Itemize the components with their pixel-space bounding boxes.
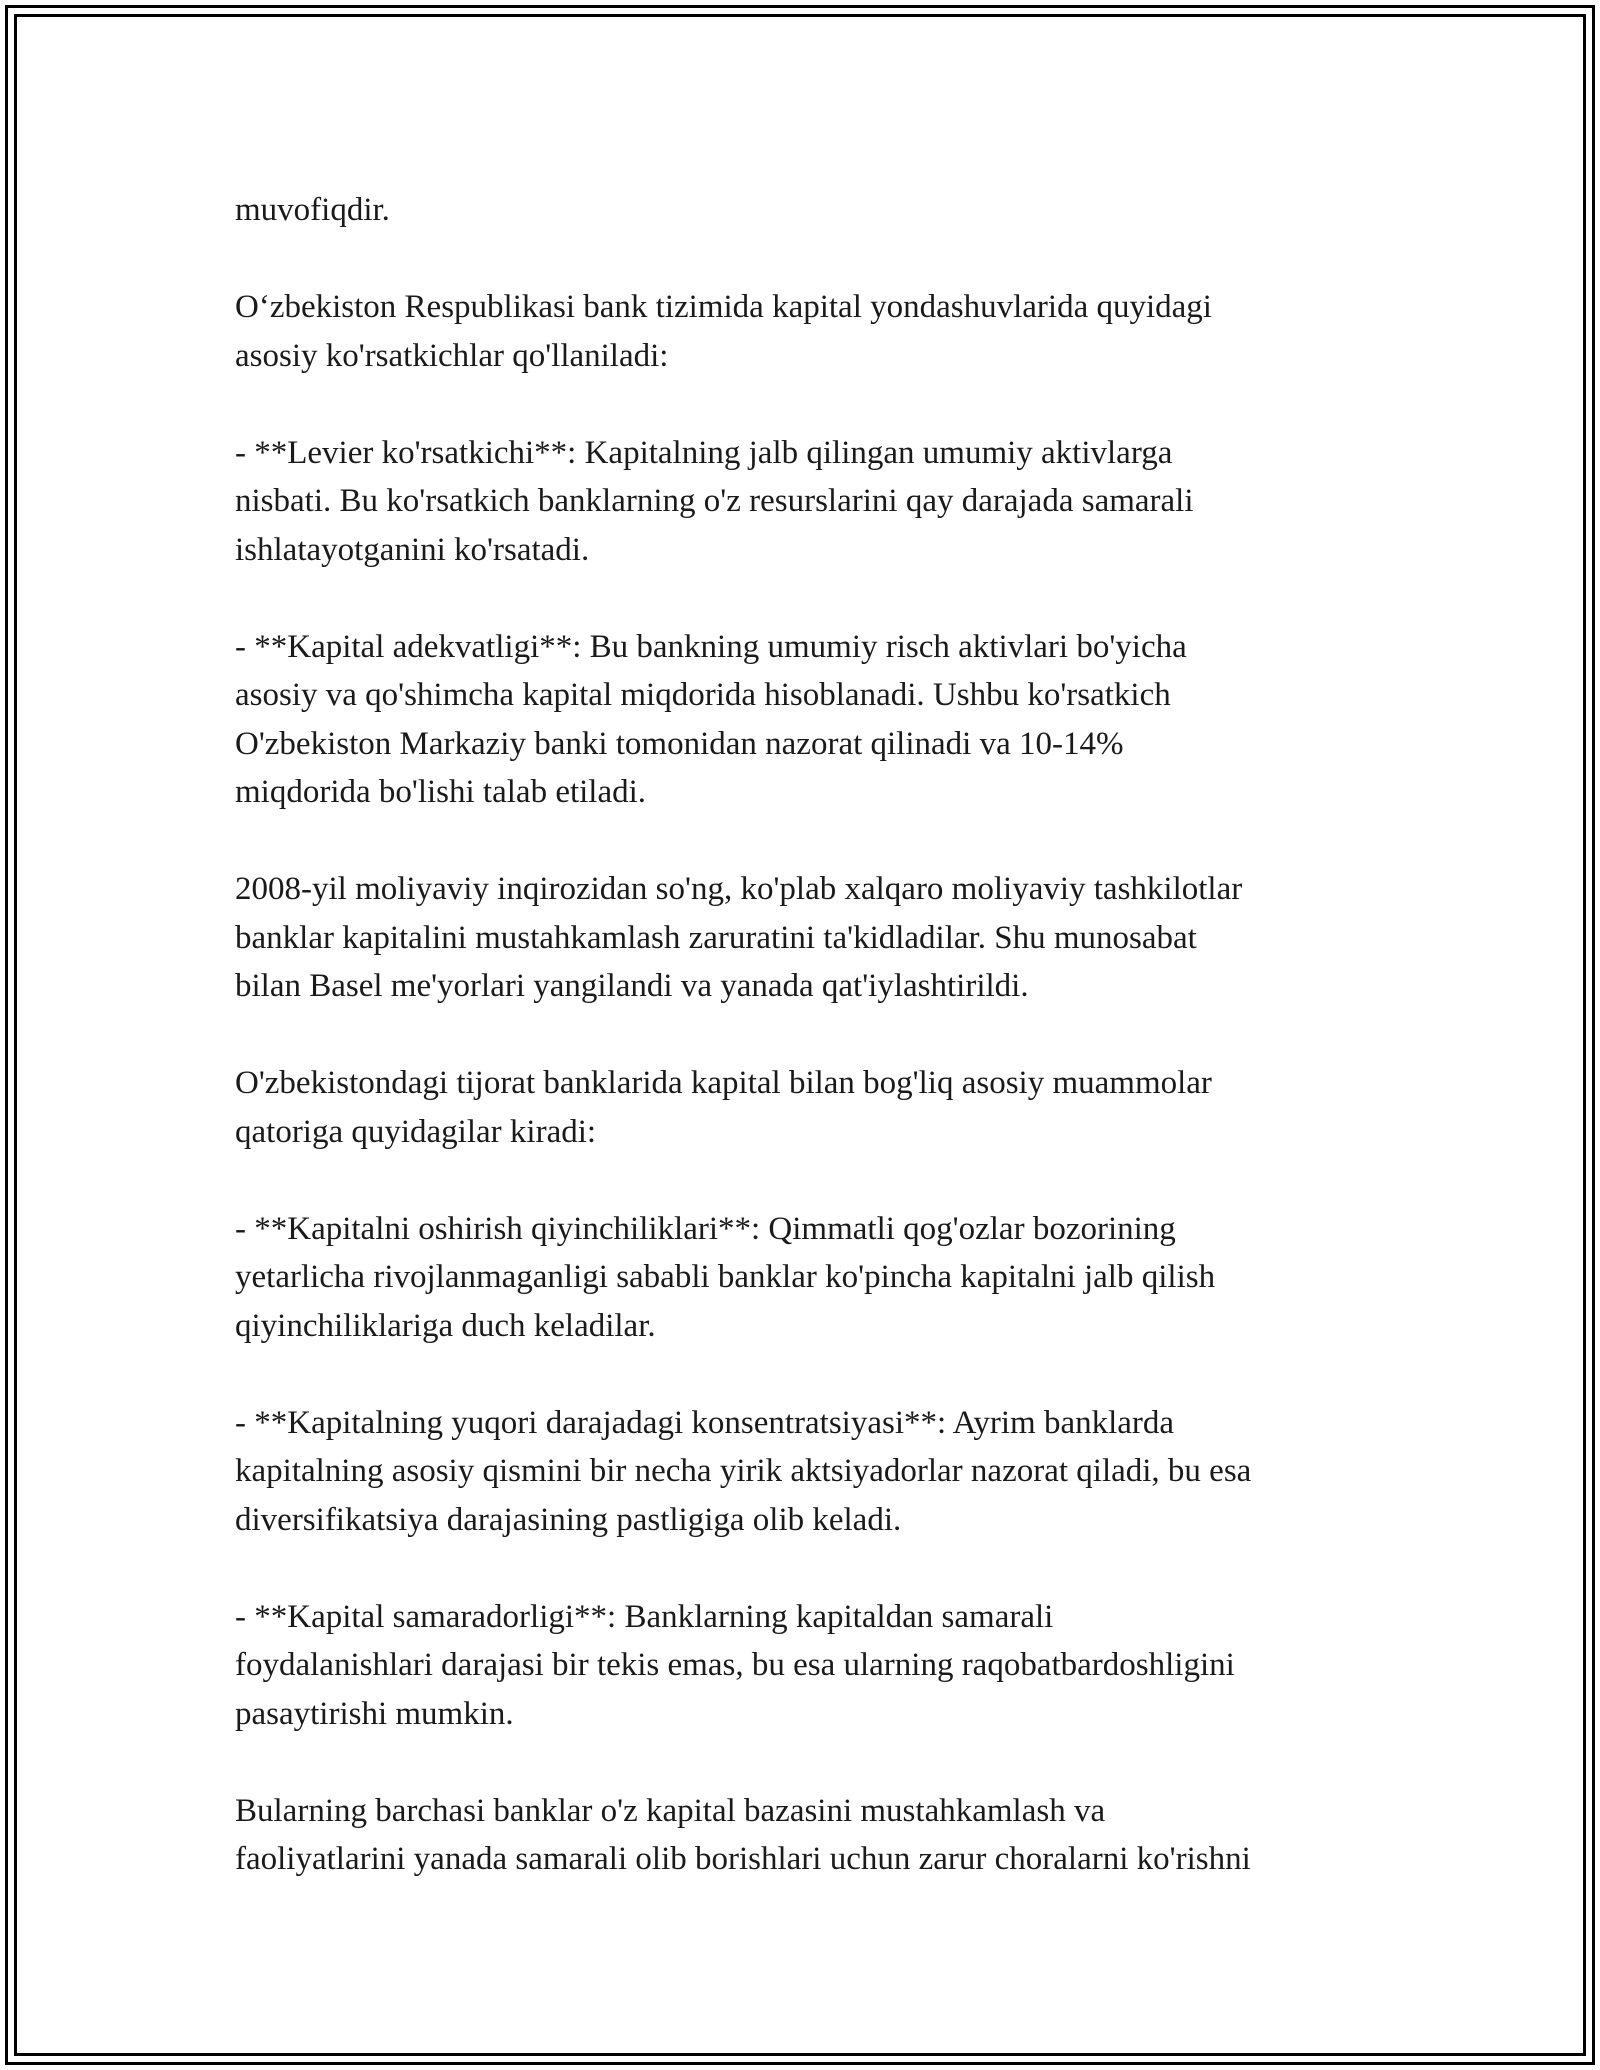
list-item-capital-raising: - **Kapitalni oshirish qiyinchiliklari**: Qimmatli qog'ozlar bozorining yetarlicha rivojlanmaganligi sababli banklar ko'pincha kapitalni jalb qilish qiyinchiliklariga duch keladilar. bbox=[235, 1210, 1216, 1344]
paragraph-conclusion: Bularning barchasi banklar o'z kapital bazasini mustahkamlash va faoliyatlarini yanada samarali olib borishlari uchun zarur choralarni ko'rishni bbox=[235, 1792, 1251, 1877]
list-item-capital-concentration: - **Kapitalning yuqori darajadagi konsentratsiyasi**: Ayrim banklarda kapitalning asosiy qismini bir necha yirik aktsiyadorlar nazorat qiladi, bu esa diversifikatsiya darajasining pastligiga olib keladi. bbox=[235, 1404, 1252, 1538]
list-item-capital-efficiency: - **Kapital samaradorligi**: Banklarning kapitaldan samarali foydalanishlari darajasi bir tekis emas, bu esa ularning raqobatbardoshligini pasaytirishi mumkin. bbox=[235, 1598, 1235, 1732]
paragraph-continuation: muvofiqdir. bbox=[235, 192, 390, 228]
list-item-capital-adequacy: - **Kapital adekvatligi**: Bu bankning umumiy risch aktivlari bo'yicha asosiy va qo'shimcha kapital miqdorida hisoblanadi. Ushbu ko'rsatkich O'zbekiston Markaziy banki tomonidan nazorat qilinadi va 10-14% miqdorida bo'lishi talab etiladi. bbox=[235, 628, 1187, 810]
paragraph-2008-crisis: 2008-yil moliyaviy inqirozidan so'ng, ko'plab xalqaro moliyaviy tashkilotlar banklar kapitalini mustahkamlash zaruratini ta'kidladilar. Shu munosabat bilan Basel me'yorlari yangilandi va yanada qat'iylashtirildi. bbox=[235, 871, 1243, 1004]
document-body bbox=[235, 186, 1385, 1884]
paragraph-intro-indicators: O‘zbekiston Respublikasi bank tizimida kapital yondashuvlarida quyidagi asosiy ko'rsatkichlar qo'llaniladi: bbox=[235, 289, 1212, 374]
paragraph-intro-problems: O'zbekistondagi tijorat banklarida kapital bilan bog'liq asosiy muammolar qatoriga quyidagilar kiradi: bbox=[235, 1065, 1212, 1150]
list-item-leverage: - **Levier ko'rsatkichi**: Kapitalning jalb qilingan umumiy aktivlarga nisbati. Bu ko'rsatkich banklarning o'z resurslarini qay darajada samarali ishlatayotganini ko'rsatadi. bbox=[235, 434, 1194, 568]
